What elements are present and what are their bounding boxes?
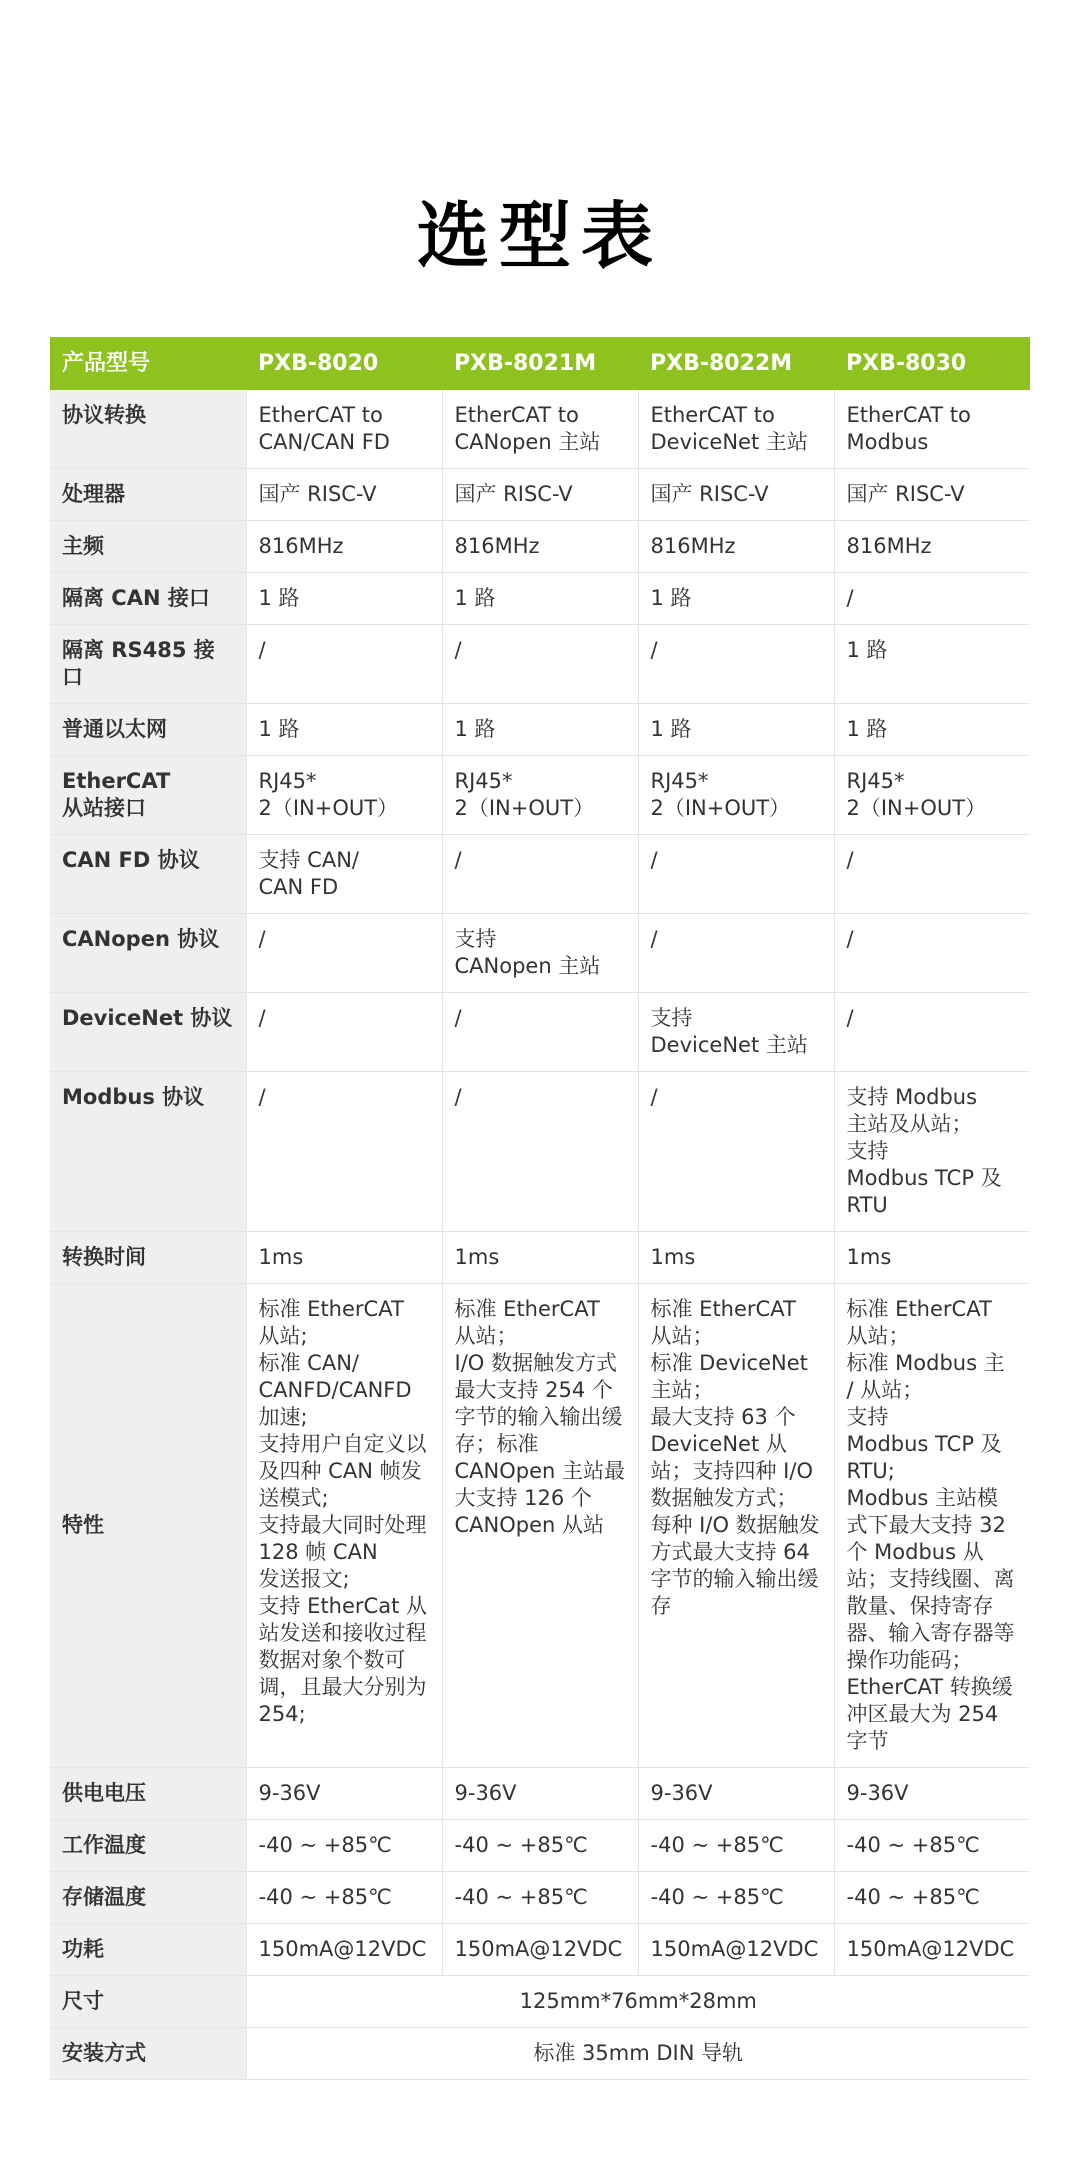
table-cell: /: [442, 625, 638, 704]
header-pxb-8030: PXB-8030: [834, 337, 1030, 390]
row-label: 供电电压: [50, 1768, 246, 1820]
table-cell: 1 路: [246, 573, 442, 625]
table-cell: 国产 RISC-V: [638, 469, 834, 521]
table-row-ethernet: [50, 704, 1030, 756]
table-header-row: [50, 337, 1030, 390]
table-cell: /: [246, 914, 442, 993]
table-row-canfd-protocol: [50, 835, 1030, 914]
table-cell: 150mA@12VDC: [442, 1924, 638, 1976]
table-cell: /: [442, 993, 638, 1072]
table-cell-merged: 125mm*76mm*28mm: [246, 1976, 1030, 2028]
table-cell: /: [834, 993, 1030, 1072]
table-cell: EtherCAT to Modbus: [834, 390, 1030, 469]
row-label: 存储温度: [50, 1872, 246, 1924]
table-cell: 支持 DeviceNet 主站: [638, 993, 834, 1072]
table-row-dimensions: [50, 1976, 1030, 2028]
header-pxb-8022m: PXB-8022M: [638, 337, 834, 390]
table-row-mounting: [50, 2028, 1030, 2080]
table-cell: 1 路: [246, 704, 442, 756]
table-cell: 标准 EtherCAT 从站; 标准 CAN/ CANFD/CANFD 加速; 支持用户自定义以及四种 CAN 帧发送模式; 支持最大同时处理 128 帧 CAN 发送报文; 支持 EtherCat 从站发送和接收过程数据对象个数可调，且最大分别为 254;: [246, 1284, 442, 1768]
table-cell: /: [638, 1072, 834, 1232]
row-label: 工作温度: [50, 1820, 246, 1872]
table-cell: 1ms: [246, 1232, 442, 1284]
table-cell: /: [246, 625, 442, 704]
table-cell: RJ45* 2（IN+OUT）: [246, 756, 442, 835]
table-cell: 9-36V: [638, 1768, 834, 1820]
row-label: Modbus 协议: [50, 1072, 246, 1232]
table-cell-merged: 标准 35mm DIN 导轨: [246, 2028, 1030, 2080]
table-cell: /: [442, 1072, 638, 1232]
table-cell: 1ms: [442, 1232, 638, 1284]
table-cell: -40 ~ +85℃: [834, 1872, 1030, 1924]
table-cell: 9-36V: [834, 1768, 1030, 1820]
table-row-canopen-protocol: [50, 914, 1030, 993]
table-cell: 标准 EtherCAT 从站； 标准 Modbus 主 / 从站； 支持 Modbus TCP 及 RTU; Modbus 主站模式下最大支持 32 个 Modbus 从站；支持线圈、离散量、保持寄存器、输入寄存器等操作功能码； EtherCAT 转换缓冲区最大为 254 字节: [834, 1284, 1030, 1768]
row-label: 隔离 CAN 接口: [50, 573, 246, 625]
table-cell: /: [246, 993, 442, 1072]
table-row-operating-temp: [50, 1820, 1030, 1872]
table-cell: RJ45* 2（IN+OUT）: [638, 756, 834, 835]
table-row-storage-temp: [50, 1872, 1030, 1924]
table-cell: /: [834, 573, 1030, 625]
table-cell: -40 ~ +85℃: [638, 1820, 834, 1872]
table-cell: 支持 Modbus 主站及从站； 支持 Modbus TCP 及 RTU: [834, 1072, 1030, 1232]
table-cell: 816MHz: [638, 521, 834, 573]
table-cell: EtherCAT to CANopen 主站: [442, 390, 638, 469]
table-cell: 9-36V: [246, 1768, 442, 1820]
page-title: 选型表: [416, 194, 663, 278]
table-cell: 国产 RISC-V: [442, 469, 638, 521]
row-label: 协议转换: [50, 390, 246, 469]
table-cell: 国产 RISC-V: [246, 469, 442, 521]
table-cell: 1 路: [638, 704, 834, 756]
header-pxb-8020: PXB-8020: [246, 337, 442, 390]
table-cell: RJ45* 2（IN+OUT）: [442, 756, 638, 835]
table-row-rs485-interface: [50, 625, 1030, 704]
table-cell: 1 路: [442, 704, 638, 756]
table-cell: 1 路: [638, 573, 834, 625]
header-pxb-8021m: PXB-8021M: [442, 337, 638, 390]
table-cell: -40 ~ +85℃: [442, 1820, 638, 1872]
table-row-conversion-time: [50, 1232, 1030, 1284]
table-cell: EtherCAT to DeviceNet 主站: [638, 390, 834, 469]
table-cell: 1 路: [834, 625, 1030, 704]
row-label: CAN FD 协议: [50, 835, 246, 914]
table-cell: /: [638, 914, 834, 993]
selection-table: [50, 337, 1030, 2080]
table-cell: 816MHz: [834, 521, 1030, 573]
table-cell: 1ms: [638, 1232, 834, 1284]
table-cell: -40 ~ +85℃: [638, 1872, 834, 1924]
row-label: 处理器: [50, 469, 246, 521]
table-cell: -40 ~ +85℃: [834, 1820, 1030, 1872]
table-row-ethercat-slave: [50, 756, 1030, 835]
table-row-modbus-protocol: [50, 1072, 1030, 1232]
table-cell: /: [638, 835, 834, 914]
table-cell: 1 路: [834, 704, 1030, 756]
row-label: 安装方式: [50, 2028, 246, 2080]
table-cell: 9-36V: [442, 1768, 638, 1820]
table-cell: /: [834, 914, 1030, 993]
table-row-devicenet-protocol: [50, 993, 1030, 1072]
table-cell: -40 ~ +85℃: [442, 1872, 638, 1924]
table-row-processor: [50, 469, 1030, 521]
table-cell: 国产 RISC-V: [834, 469, 1030, 521]
table-row-frequency: [50, 521, 1030, 573]
table-cell: 支持 CAN/ CAN FD: [246, 835, 442, 914]
table-row-protocol-conversion: [50, 390, 1030, 469]
table-cell: /: [638, 625, 834, 704]
table-row-power-consumption: [50, 1924, 1030, 1976]
row-label: CANopen 协议: [50, 914, 246, 993]
table-row-features: [50, 1284, 1030, 1768]
table-cell: 标准 EtherCAT 从站； I/O 数据触发方式最大支持 254 个字节的输入输出缓存；标准 CANOpen 主站最大支持 126 个 CANOpen 从站: [442, 1284, 638, 1768]
table-cell: 1 路: [442, 573, 638, 625]
table-cell: -40 ~ +85℃: [246, 1872, 442, 1924]
table-cell: /: [834, 835, 1030, 914]
row-label: 功耗: [50, 1924, 246, 1976]
table-row-can-interface: [50, 573, 1030, 625]
table-cell: RJ45* 2（IN+OUT）: [834, 756, 1030, 835]
table-cell: /: [442, 835, 638, 914]
table-cell: 150mA@12VDC: [638, 1924, 834, 1976]
table-row-supply-voltage: [50, 1768, 1030, 1820]
table-cell: -40 ~ +85℃: [246, 1820, 442, 1872]
row-label: 主频: [50, 521, 246, 573]
table-cell: EtherCAT to CAN/CAN FD: [246, 390, 442, 469]
table-cell: 标准 EtherCAT 从站； 标准 DeviceNet 主站； 最大支持 63 个 DeviceNet 从站；支持四种 I/O 数据触发方式； 每种 I/O 数据触发方式最大支持 64 字节的输入输出缓存: [638, 1284, 834, 1768]
row-label: 隔离 RS485 接口: [50, 625, 246, 704]
row-label: 普通以太网: [50, 704, 246, 756]
table-cell: 150mA@12VDC: [834, 1924, 1030, 1976]
header-model-label: 产品型号: [50, 337, 246, 390]
table-cell: /: [246, 1072, 442, 1232]
row-label: DeviceNet 协议: [50, 993, 246, 1072]
table-cell: 支持 CANopen 主站: [442, 914, 638, 993]
table-cell: 816MHz: [246, 521, 442, 573]
table-cell: 150mA@12VDC: [246, 1924, 442, 1976]
row-label: 转换时间: [50, 1232, 246, 1284]
table-cell: 816MHz: [442, 521, 638, 573]
row-label: EtherCAT 从站接口: [50, 756, 246, 835]
row-label: 特性: [50, 1284, 246, 1768]
table-cell: 1ms: [834, 1232, 1030, 1284]
row-label: 尺寸: [50, 1976, 246, 2028]
